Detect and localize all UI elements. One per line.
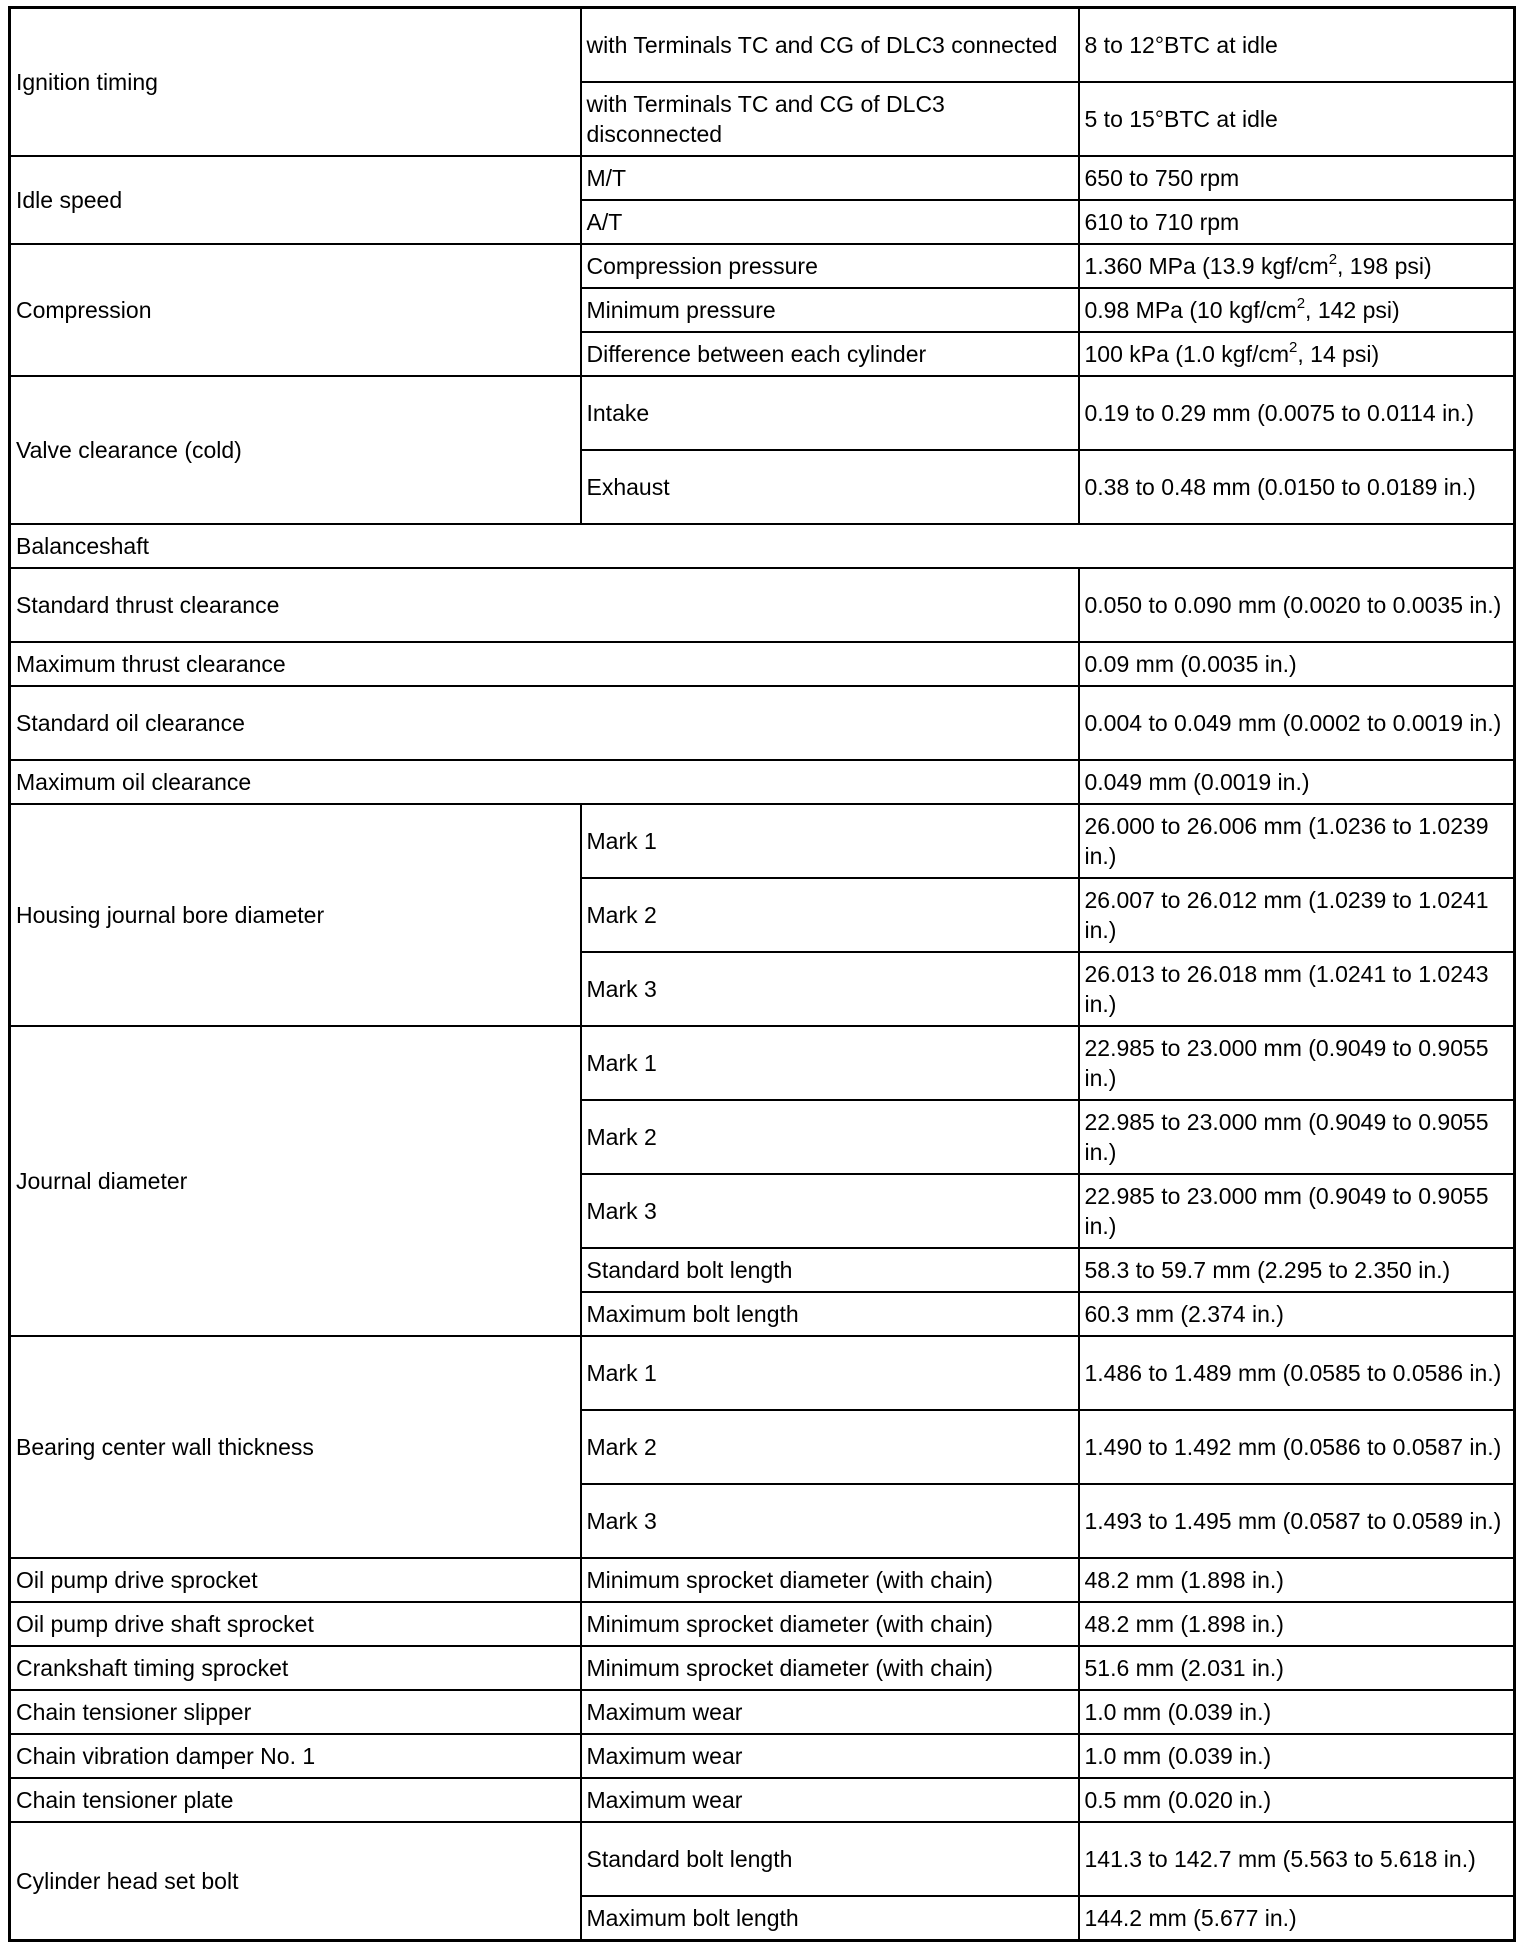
oil-pump-sprocket-condition: Minimum sprocket diameter (with chain) [581, 1558, 1079, 1602]
ignition-connected-value: 8 to 12°BTC at idle [1079, 8, 1515, 83]
table-row [10, 1822, 1515, 1896]
compression-pressure-label: Compression pressure [581, 244, 1079, 288]
exhaust-value: 0.38 to 0.48 mm (0.0150 to 0.0189 in.) [1079, 450, 1515, 524]
ignition-timing-label: Ignition timing [10, 8, 581, 157]
crankshaft-sprocket-label: Crankshaft timing sprocket [10, 1646, 581, 1690]
tensioner-plate-value: 0.5 mm (0.020 in.) [1079, 1778, 1515, 1822]
idle-mt-value: 650 to 750 rpm [1079, 156, 1515, 200]
superscript: 2 [1328, 251, 1338, 269]
exhaust-label: Exhaust [581, 450, 1079, 524]
oil-pump-sprocket-label: Oil pump drive sprocket [10, 1558, 581, 1602]
bearing-mark1-value: 1.486 to 1.489 mm (0.0585 to 0.0586 in.) [1079, 1336, 1515, 1410]
table-row [10, 156, 1515, 200]
journal-std-bolt-value: 58.3 to 59.7 mm (2.295 to 2.350 in.) [1079, 1248, 1515, 1292]
table-row [10, 524, 1515, 568]
value-text: 0.98 MPa (10 kgf/cm [1084, 297, 1297, 323]
max-oil-clearance-label: Maximum oil clearance [10, 760, 1079, 804]
table-row [10, 1026, 1515, 1100]
idle-at-value: 610 to 710 rpm [1079, 200, 1515, 244]
housing-mark1-value: 26.000 to 26.006 mm (1.0236 to 1.0239 in.) [1079, 804, 1515, 878]
oil-pump-sprocket-value: 48.2 mm (1.898 in.) [1079, 1558, 1515, 1602]
table-row [10, 244, 1515, 288]
journal-mark2-label: Mark 2 [581, 1100, 1079, 1174]
tensioner-slipper-value: 1.0 mm (0.039 in.) [1079, 1690, 1515, 1734]
table-row [10, 642, 1515, 686]
minimum-pressure-label: Minimum pressure [581, 288, 1079, 332]
value-text: 100 kPa (1.0 kgf/cm [1084, 341, 1290, 367]
housing-mark1-label: Mark 1 [581, 804, 1079, 878]
intake-value: 0.19 to 0.29 mm (0.0075 to 0.0114 in.) [1079, 376, 1515, 450]
table-row [10, 760, 1515, 804]
oil-pump-shaft-sprocket-label: Oil pump drive shaft sprocket [10, 1602, 581, 1646]
value-text: , 14 psi) [1297, 341, 1380, 367]
max-oil-clearance-value: 0.049 mm (0.0019 in.) [1079, 760, 1515, 804]
idle-speed-label: Idle speed [10, 156, 581, 244]
vibration-damper-value: 1.0 mm (0.039 in.) [1079, 1734, 1515, 1778]
housing-mark2-label: Mark 2 [581, 878, 1079, 952]
value-text: 1.360 MPa (13.9 kgf/cm [1084, 253, 1329, 279]
table-row [10, 1646, 1515, 1690]
head-bolt-max-label: Maximum bolt length [581, 1896, 1079, 1941]
max-thrust-clearance-value: 0.09 mm (0.0035 in.) [1079, 642, 1515, 686]
oil-pump-shaft-sprocket-value: 48.2 mm (1.898 in.) [1079, 1602, 1515, 1646]
vibration-damper-condition: Maximum wear [581, 1734, 1079, 1778]
tensioner-slipper-condition: Maximum wear [581, 1690, 1079, 1734]
table-row [10, 686, 1515, 760]
minimum-pressure-value [1079, 288, 1515, 332]
value-text: , 198 psi) [1337, 253, 1432, 279]
max-thrust-clearance-label: Maximum thrust clearance [10, 642, 1079, 686]
table-row [10, 1602, 1515, 1646]
std-thrust-clearance-value: 0.050 to 0.090 mm (0.0020 to 0.0035 in.) [1079, 568, 1515, 642]
tensioner-plate-label: Chain tensioner plate [10, 1778, 581, 1822]
table-row [10, 804, 1515, 878]
value-text: , 142 psi) [1305, 297, 1400, 323]
bearing-wall-label: Bearing center wall thickness [10, 1336, 581, 1558]
table-row [10, 1690, 1515, 1734]
std-oil-clearance-value: 0.004 to 0.049 mm (0.0002 to 0.0019 in.) [1079, 686, 1515, 760]
table-row [10, 1336, 1515, 1410]
table-row [10, 568, 1515, 642]
journal-max-bolt-value: 60.3 mm (2.374 in.) [1079, 1292, 1515, 1336]
ignition-connected-condition: with Terminals TC and CG of DLC3 connected [581, 8, 1079, 83]
cylinder-difference-label: Difference between each cylinder [581, 332, 1079, 376]
tensioner-slipper-label: Chain tensioner slipper [10, 1690, 581, 1734]
journal-std-bolt-label: Standard bolt length [581, 1248, 1079, 1292]
superscript: 2 [1296, 295, 1306, 313]
table-row [10, 376, 1515, 450]
head-bolt-max-value: 144.2 mm (5.677 in.) [1079, 1896, 1515, 1941]
journal-mark1-value: 22.985 to 23.000 mm (0.9049 to 0.9055 in.) [1079, 1026, 1515, 1100]
bearing-mark3-label: Mark 3 [581, 1484, 1079, 1558]
compression-pressure-value [1079, 244, 1515, 288]
ignition-disconnected-value: 5 to 15°BTC at idle [1079, 82, 1515, 156]
vibration-damper-label: Chain vibration damper No. 1 [10, 1734, 581, 1778]
oil-pump-shaft-sprocket-condition: Minimum sprocket diameter (with chain) [581, 1602, 1079, 1646]
journal-mark2-value: 22.985 to 23.000 mm (0.9049 to 0.9055 in.) [1079, 1100, 1515, 1174]
bearing-mark2-label: Mark 2 [581, 1410, 1079, 1484]
intake-label: Intake [581, 376, 1079, 450]
valve-clearance-label: Valve clearance (cold) [10, 376, 581, 524]
journal-max-bolt-label: Maximum bolt length [581, 1292, 1079, 1336]
crankshaft-sprocket-condition: Minimum sprocket diameter (with chain) [581, 1646, 1079, 1690]
bearing-mark2-value: 1.490 to 1.492 mm (0.0586 to 0.0587 in.) [1079, 1410, 1515, 1484]
table-row [10, 1734, 1515, 1778]
specification-table [8, 6, 1516, 1942]
housing-mark3-label: Mark 3 [581, 952, 1079, 1026]
std-oil-clearance-label: Standard oil clearance [10, 686, 1079, 760]
idle-mt-label: M/T [581, 156, 1079, 200]
std-thrust-clearance-label: Standard thrust clearance [10, 568, 1079, 642]
head-bolt-std-label: Standard bolt length [581, 1822, 1079, 1896]
head-bolt-label: Cylinder head set bolt [10, 1822, 581, 1941]
journal-mark3-label: Mark 3 [581, 1174, 1079, 1248]
crankshaft-sprocket-value: 51.6 mm (2.031 in.) [1079, 1646, 1515, 1690]
head-bolt-std-value: 141.3 to 142.7 mm (5.563 to 5.618 in.) [1079, 1822, 1515, 1896]
table-row [10, 1778, 1515, 1822]
housing-mark2-value: 26.007 to 26.012 mm (1.0239 to 1.0241 in.) [1079, 878, 1515, 952]
compression-label: Compression [10, 244, 581, 376]
journal-mark1-label: Mark 1 [581, 1026, 1079, 1100]
ignition-disconnected-condition: with Terminals TC and CG of DLC3 disconnected [581, 82, 1079, 156]
housing-bore-label: Housing journal bore diameter [10, 804, 581, 1026]
idle-at-label: A/T [581, 200, 1079, 244]
balanceshaft-section-header: Balanceshaft [10, 524, 1515, 568]
cylinder-difference-value [1079, 332, 1515, 376]
bearing-mark3-value: 1.493 to 1.495 mm (0.0587 to 0.0589 in.) [1079, 1484, 1515, 1558]
tensioner-plate-condition: Maximum wear [581, 1778, 1079, 1822]
journal-mark3-value: 22.985 to 23.000 mm (0.9049 to 0.9055 in.) [1079, 1174, 1515, 1248]
bearing-mark1-label: Mark 1 [581, 1336, 1079, 1410]
table-row [10, 8, 1515, 83]
superscript: 2 [1289, 339, 1298, 357]
table-row [10, 1558, 1515, 1602]
housing-mark3-value: 26.013 to 26.018 mm (1.0241 to 1.0243 in.) [1079, 952, 1515, 1026]
journal-diameter-label: Journal diameter [10, 1026, 581, 1336]
